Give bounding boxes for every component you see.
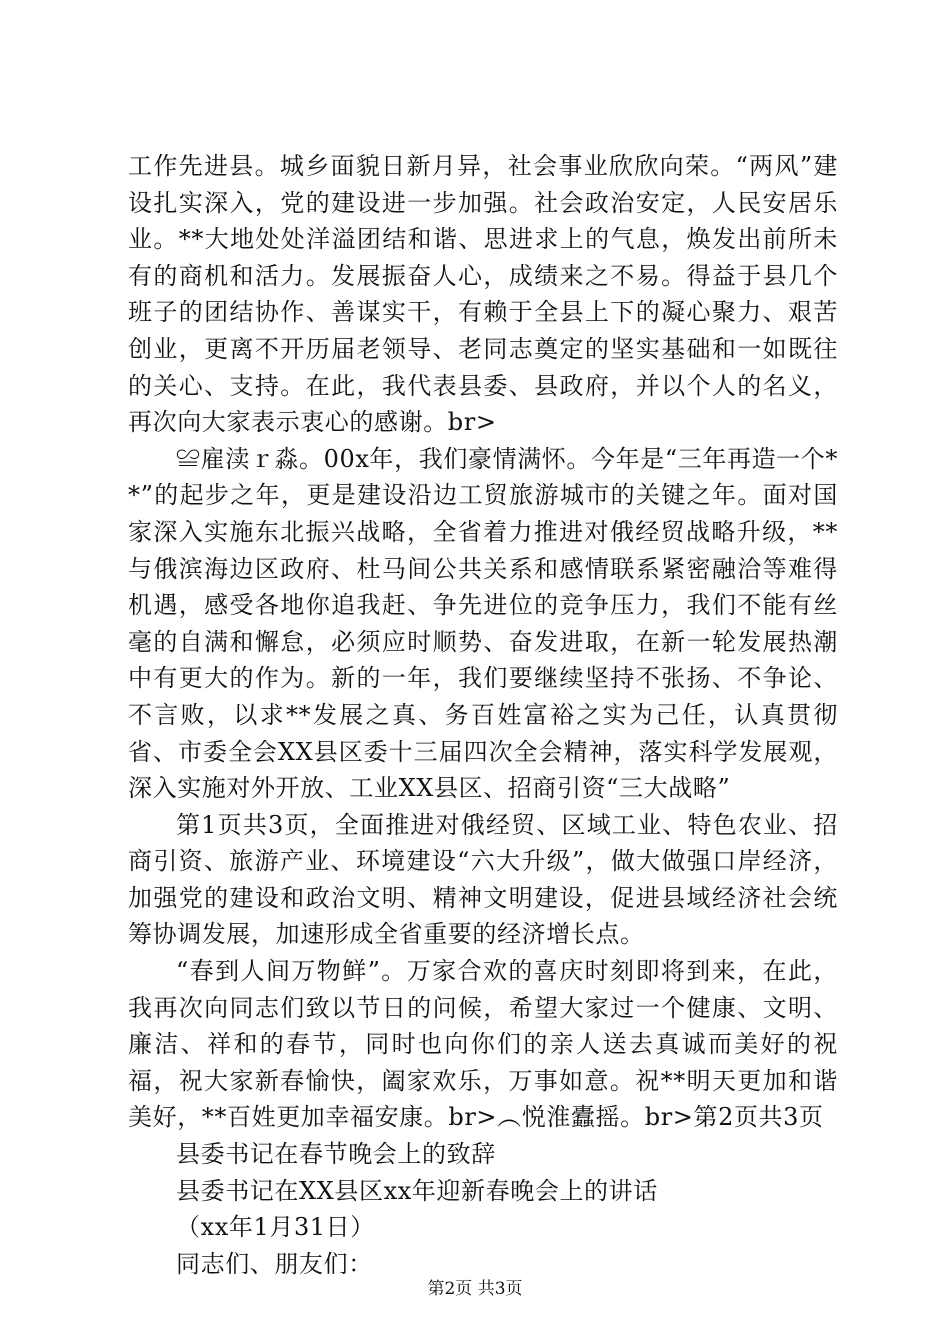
paragraph-six-upgrades: 第1页共3页，全面推进对俄经贸、区域工业、特色农业、招商引资、旅游产业、环境建设“六大升级”，做大做强口岸经济，加强党的建设和政治文明、精神文明建设，促进县域经济社会统筹协调发展，加速形成全省重要的经济增长点。 <box>128 810 838 949</box>
speech-subheading: 县委书记在XX县区xx年迎新春晚会上的讲话 <box>176 1176 658 1205</box>
speech-date: （xx年1月31日） <box>176 1213 375 1242</box>
paragraph-spring-greetings: “春到人间万物鲜”。万家合欢的喜庆时刻即将到来，在此，我再次向同志们致以节日的问候，希望大家过一个健康、文明、廉洁、祥和的春节，同时也向你们的亲人送去真诚而美好的祝福，祝大家新春愉快，阖家欢乐，万事如意。祝**明天更加和谐美好，**百姓更加幸福安康。br>︵悦淮蠹摇。br>第2页共3页 <box>128 957 838 1132</box>
speech-heading: 县委书记在春节晚会上的致辞 <box>176 1140 496 1169</box>
document-body <box>128 148 838 1282</box>
paragraph-new-year-goals: ≌雇渎ｒ淼。00x年，我们豪情满怀。今年是“三年再造一个**”的起步之年，更是建设沿边工贸旅游城市的关键之年。面对国家深入实施东北振兴战略，全省着力推进对俄经贸战略升级，**与俄滨海边区政府、杜马间公共关系和感情联系紧密融洽等难得机遇，感受各地你追我赶、争先进位的竞争压力，我们不能有丝毫的自满和懈怠，必须应时顺势、奋发进取，在新一轮发展热潮中有更大的作为。新的一年，我们要继续坚持不张扬、不争论、不言败，以求**发展之真、务百姓富裕之实为己任，认真贯彻省、市委全会XX县区委十三届四次全会精神，落实科学发展观，深入实施对外开放、工业XX县区、招商引资“三大战略” <box>128 444 838 803</box>
paragraph-achievements: 工作先进县。城乡面貌日新月异，社会事业欣欣向荣。“两风”建设扎实深入，党的建设进一步加强。社会政治安定，人民安居乐业。**大地处处洋溢团结和谐、思进求上的气息，焕发出前所未有的商机和活力。发展振奋人心，成绩来之不易。得益于县几个班子的团结协作、善谋实干，有赖于全县上下的凝心聚力、艰苦创业，更离不开历届老领导、老同志奠定的坚实基础和一如既往的关心、支持。在此，我代表县委、县政府，并以个人的名义，再次向大家表示衷心的感谢。br> <box>128 152 838 437</box>
speech-salutation: 同志们、朋友们： <box>176 1249 373 1278</box>
page-footer: 第2页 共3页 <box>427 1279 523 1299</box>
